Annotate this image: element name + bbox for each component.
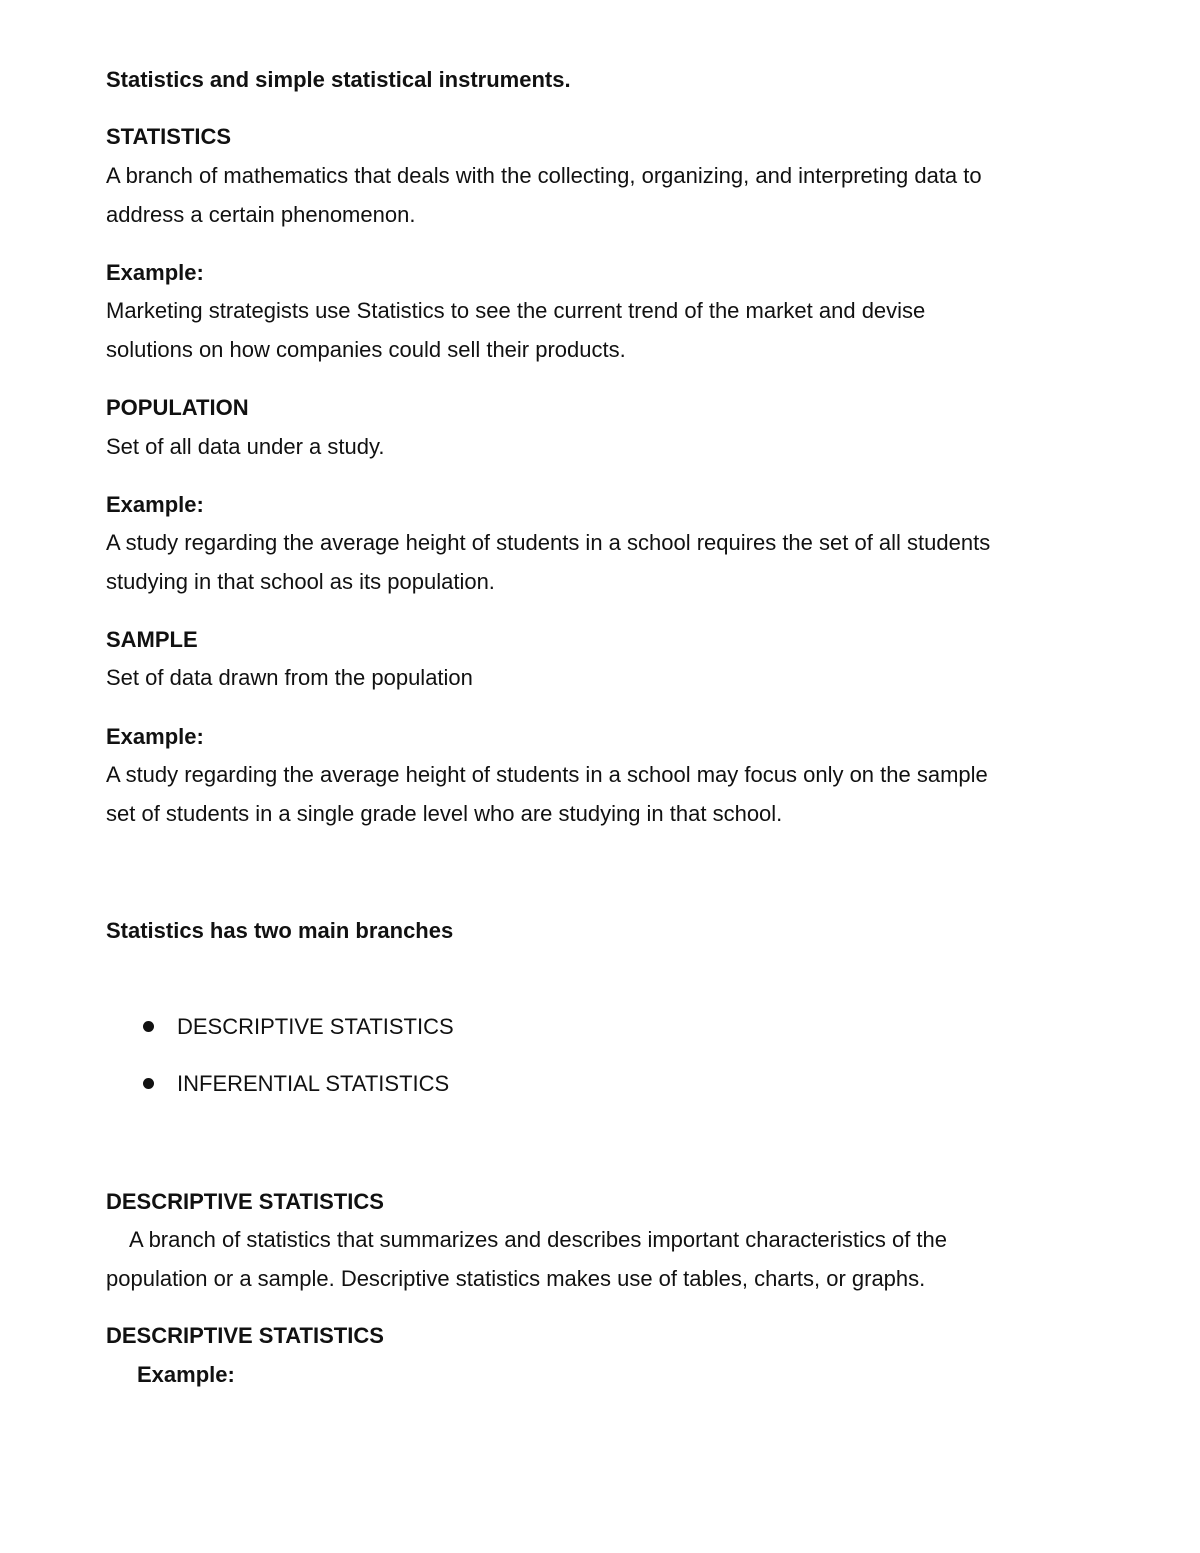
bullet-icon [143,1078,154,1089]
population-definition: Set of all data under a study. [106,434,385,459]
descriptive-heading: DESCRIPTIVE STATISTICS [106,1189,384,1214]
sample-example-line-2: set of students in a single grade level who are studying in that school. [106,801,783,826]
population-example-line-2: studying in that school as its population. [106,569,495,594]
sample-example-label: Example: [106,724,204,749]
population-example-label: Example: [106,492,204,517]
statistics-definition-line-2: address a certain phenomenon. [106,202,416,227]
bullet-icon [143,1021,154,1032]
list-item [143,1070,449,1098]
statistics-example-line-2: solutions on how companies could sell their products. [106,337,626,362]
statistics-example-line-1: Marketing strategists use Statistics to see the current trend of the market and devise [106,298,926,323]
descriptive-example-label: Example: [137,1362,235,1387]
descriptive-definition-line-2: population or a sample. Descriptive statistics makes use of tables, charts, or graphs. [106,1266,926,1291]
population-heading: POPULATION [106,395,249,420]
sample-example-line-1: A study regarding the average height of students in a school may focus only on the sample [106,762,988,787]
list-item [143,1013,454,1041]
statistics-heading: STATISTICS [106,124,232,149]
population-example-line-1: A study regarding the average height of students in a school requires the set of all students [106,530,991,555]
statistics-definition-line-1: A branch of mathematics that deals with the collecting, organizing, and interpreting data to [106,163,982,188]
list-item-label: DESCRIPTIVE STATISTICS [177,1014,454,1039]
list-item-label: INFERENTIAL STATISTICS [177,1071,450,1096]
sample-definition: Set of data drawn from the population [106,665,473,690]
descriptive-example-heading: DESCRIPTIVE STATISTICS [106,1323,384,1348]
descriptive-definition-line-1: A branch of statistics that summarizes and describes important characteristics of the [129,1227,948,1252]
sample-heading: SAMPLE [106,627,198,652]
statistics-example-label: Example: [106,260,204,285]
branches-heading: Statistics has two main branches [106,918,454,943]
document-title: Statistics and simple statistical instruments. [106,67,571,92]
